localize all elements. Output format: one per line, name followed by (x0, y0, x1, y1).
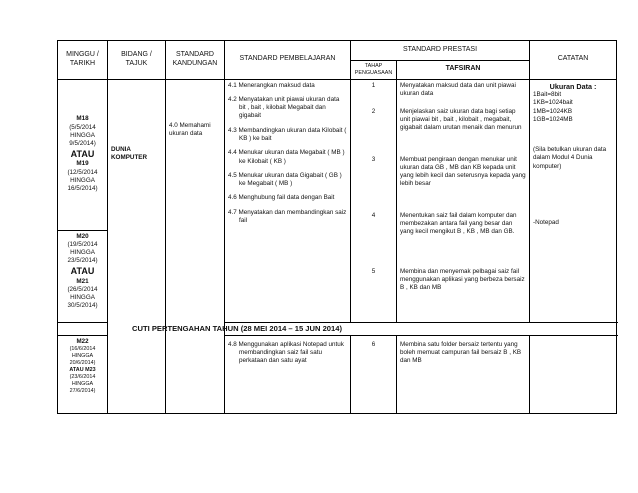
header-bidang: BIDANG / TAJUK (108, 41, 166, 80)
tahap-column-1 (351, 79, 397, 322)
week-cell-m18-m19 (58, 79, 108, 230)
pembelajaran-4-5: 4.5 Menukar ukuran data Gigabait ( GB ) ke Megabait ( MB ) (228, 171, 342, 188)
week-m18: M18 (76, 115, 89, 123)
week-atau-1: ATAU (70, 148, 95, 159)
tafsiran-2: Menjelaskan saiz ukuran data bagi setiap unit piawai bit , bait , kilobait , megabait, gigabait dalam urutan menaik dan menurun (400, 107, 522, 132)
header-tafsiran: TAFSIRAN (397, 61, 530, 80)
catatan-cell-2 (530, 335, 617, 413)
tafsiran-3: Membuat pengiraan dengan menukar unit ukuran data GB , MB dan KB kepada unit yang lebih kecil dan seterusnya kepada yang lebih besar (400, 155, 526, 188)
tahap-6: 6 (371, 340, 376, 348)
header-standard-prestasi: STANDARD PRESTASI (351, 41, 530, 61)
week-atau-2: ATAU (70, 265, 95, 276)
catatan-conv-1: 1Bait=8bit (533, 91, 562, 98)
header-standard-kandungan: STANDARD KANDUNGAN (166, 41, 225, 80)
week-m22: M22 (76, 337, 89, 345)
week-m18-range: (5/5/2014 HINGGA 9/5/2014) (69, 123, 96, 148)
week-atau-m23: ATAU M23 (69, 367, 96, 374)
pembelajaran-4-3: 4.3 Membandingkan ukuran data Kilobait ( KB ) ke bait (228, 126, 347, 142)
lesson-plan-table (57, 40, 617, 414)
week-m21-range: (26/5/2014 HINGGA 30/5/2014) (67, 285, 98, 310)
catatan-conv-4: 1GB=1024MB (533, 115, 573, 123)
tafsiran-column-2 (397, 335, 530, 413)
header-tahap-penguasaan: TAHAP PENGUASAAN (351, 61, 397, 80)
tafsiran-column-1 (397, 79, 530, 322)
pembelajaran-cell-2 (225, 335, 351, 413)
week-m21: M21 (76, 277, 89, 285)
week-m20: M20 (76, 232, 89, 240)
standard-kandungan-cell: 4.0 Memahami ukuran data (166, 79, 225, 413)
tahap-3: 3 (371, 155, 376, 163)
week-m23-range: (23/6/2014 HINGGA 27/6/2014) (69, 374, 96, 395)
tahap-2: 2 (371, 107, 376, 115)
catatan-conv-2: 1KB=1024bait (533, 99, 573, 107)
header-catatan: CATATAN (530, 41, 617, 80)
pembelajaran-4-8: 4.8 Menggunakan aplikasi Notepad untuk membandingkan saiz fail satu perkataan dan satu ayat (228, 340, 344, 365)
pembelajaran-cell (225, 79, 351, 322)
pembelajaran-4-4: 4.4 Menukar ukuran data Megabait ( MB ) ke Kilobait ( KB ) (228, 149, 345, 165)
week-m22-range: (16/6/2014 HINGGA 20/6/2014) (69, 345, 96, 366)
tafsiran-5: Membina dan menyemak pelbagai saiz fail menggunakan aplikasi yang berbeza bersaiz B , KB dan MB (400, 267, 525, 292)
tafsiran-4: Menentukan saiz fail dalam komputer dan membezakan antara fail yang besar dan yang kecil mengikut B , KB , MB dan GB. (400, 211, 517, 236)
tafsiran-1: Menyatakan maksud data dan unit piawai ukuran data (400, 81, 516, 97)
week-m19-range: (12/5/2014 HINGGA 16/5/2014) (67, 168, 98, 193)
pembelajaran-4-2: 4.2 Menyatakan unit piawai ukuran data bit , bait , kilobait Megabait dan gigabait (228, 95, 340, 120)
holiday-banner-text: CUTI PERTENGAHAN TAHUN (28 MEI 2014 – 15 JUN 2014) (132, 323, 343, 333)
pembelajaran-4-1: 4.1 Menerangkan maksud data (228, 81, 315, 89)
holiday-banner (132, 322, 617, 335)
catatan-cell (530, 79, 617, 322)
tahap-column-2 (351, 335, 397, 413)
pembelajaran-4-7: 4.7 Menyatakan dan membandingkan saiz fail (228, 208, 347, 225)
week-m19: M19 (76, 160, 89, 168)
pembelajaran-4-6: 4.6 Menghubung fail data dengan Bait (228, 194, 335, 202)
header-minggu: MINGGU / TARIKH (58, 41, 108, 80)
tahap-1: 1 (371, 81, 376, 89)
catatan-title: Ukuran Data : (549, 81, 597, 91)
catatan-tool: -Notepad (533, 219, 559, 227)
tahap-4: 4 (371, 211, 376, 219)
week-cell-m22-m23 (58, 335, 108, 413)
tafsiran-6: Membina satu folder bersaiz tertentu yang boleh memuat campuran fail bersaiz B , KB dan MB (400, 340, 522, 365)
header-standard-pembelajaran: STANDARD PEMBELAJARAN (225, 41, 351, 80)
week-cell-m20-m21 (58, 230, 108, 322)
catatan-note: (Sila betulkan ukuran data dalam Modul 4 Dunia komputer) (533, 146, 607, 170)
tahap-5: 5 (371, 267, 376, 275)
catatan-conv-3: 1MB=1024KB (533, 107, 573, 115)
bidang-cell: DUNIA KOMPUTER (108, 79, 166, 413)
week-m20-range: (19/5/2014 HINGGA 23/5/2014) (67, 240, 98, 265)
